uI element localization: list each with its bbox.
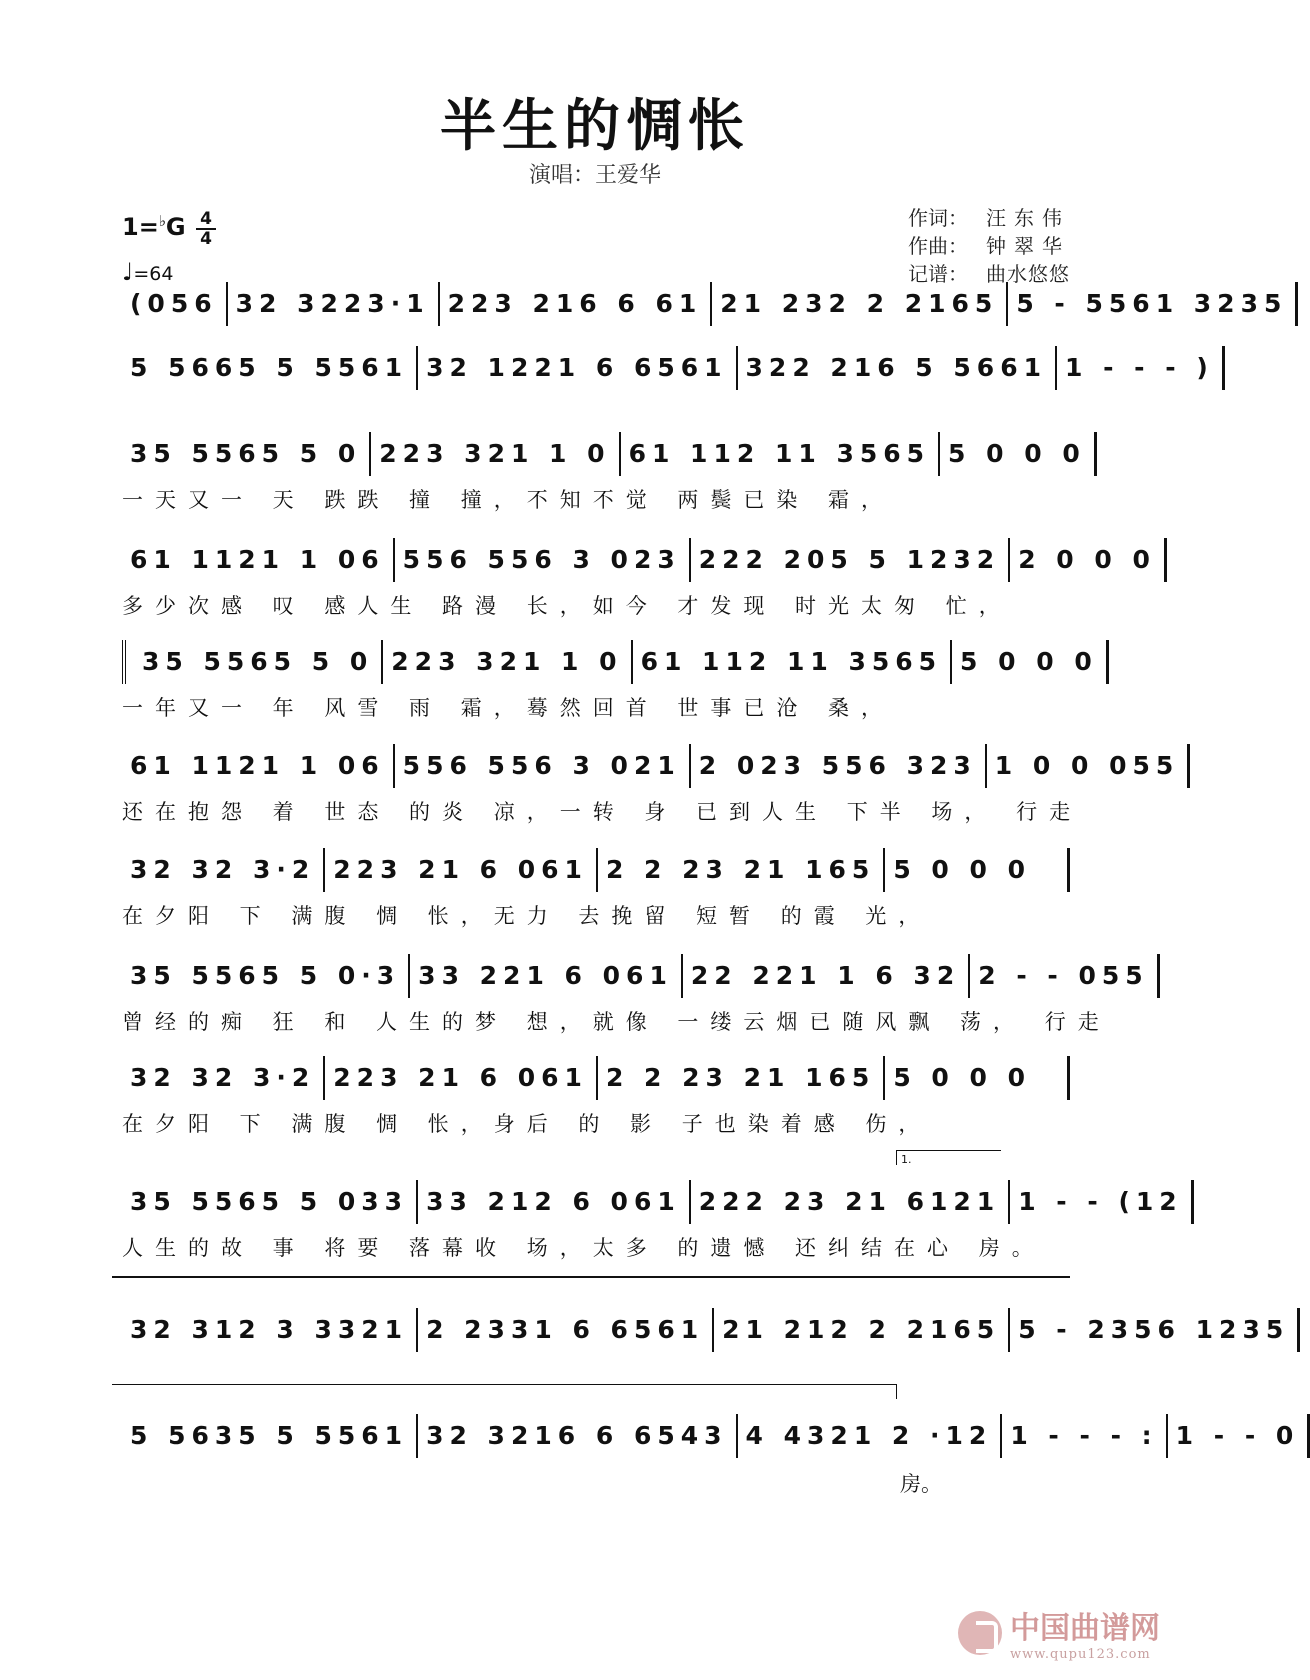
measure: 2 023 556 323 xyxy=(691,744,987,788)
measure: 21 212 2 2165 xyxy=(714,1308,1010,1352)
measure: 556 556 3 021 xyxy=(395,744,691,788)
lyric-line: 在夕阳 下 满腹 惆 怅，无力 去挽留 短暂 的霞 光， xyxy=(122,904,932,928)
lyric-line: 一年又一 年 风雪 雨 霜，蓦然回首 世事已沧 桑， xyxy=(122,696,895,720)
notation-row xyxy=(122,954,1149,998)
measure: 35 5565 5 0 xyxy=(122,432,371,476)
measure: 1 0 0 055 xyxy=(987,744,1190,788)
measure: 1 - - - : xyxy=(1002,1414,1167,1458)
score-system xyxy=(122,538,1156,618)
notation-row xyxy=(122,346,1214,390)
tempo-value: =64 xyxy=(133,263,174,285)
transcriber-name: 曲水悠悠 xyxy=(986,262,1070,286)
score-system xyxy=(122,744,1180,824)
score-system xyxy=(122,282,1288,346)
measure: 4 4321 2 ·12 xyxy=(738,1414,1003,1458)
measure: 223 321 1 0 xyxy=(371,432,620,476)
measure: 556 556 3 023 xyxy=(395,538,691,582)
measure: 1 - - (12 xyxy=(1010,1180,1193,1224)
composer-label: 作曲： xyxy=(908,234,968,258)
notation-row xyxy=(122,1056,1070,1100)
volta-end-bracket xyxy=(112,1384,897,1399)
measure: 223 21 6 061 xyxy=(325,848,598,892)
measure: 1 - - - ) xyxy=(1057,346,1225,390)
notation-row xyxy=(122,744,1180,788)
measure: 5 5665 5 5561 xyxy=(122,346,418,390)
measure: 5 - 2356 1235 xyxy=(1010,1308,1300,1352)
score-system xyxy=(122,1056,1070,1136)
score-system xyxy=(122,432,1086,512)
measure: 223 216 6 61 xyxy=(440,282,713,326)
singer-line: 演唱：王爱华 xyxy=(528,163,661,188)
measure: 5 0 0 0 xyxy=(885,1056,1070,1100)
measure: 5 - 5561 3235 xyxy=(1008,282,1298,326)
watermark-title: 中国曲谱网 xyxy=(1010,1611,1160,1646)
composer-row xyxy=(908,232,1070,260)
lyric-line: 曾经的痴 狂 和 人生的梦 想，就像 一缕云烟已随风飘 荡， 行走 xyxy=(122,1010,1111,1034)
measure: 2 2 23 21 165 xyxy=(598,848,885,892)
measure: 2 2 23 21 165 xyxy=(598,1056,885,1100)
watermark-url: www.qupu123.com xyxy=(1010,1647,1151,1662)
measure: 22 221 1 6 32 xyxy=(683,954,970,998)
qupu-logo-icon xyxy=(958,1611,1002,1655)
measure: 32 3223·1 xyxy=(228,282,440,326)
measure: 5 5635 5 5561 xyxy=(122,1414,418,1458)
measure: 322 216 5 5661 xyxy=(738,346,1057,390)
flat-accidental: ♭ xyxy=(158,212,166,230)
notation-row xyxy=(122,640,1098,684)
composer-name: 钟翠华 xyxy=(986,234,1070,258)
lyric-line: 多少次感 叹 感人生 路漫 长，如今 才发现 时光太匆 忙， xyxy=(122,594,1012,618)
measure: 2 0 0 0 xyxy=(1010,538,1167,582)
notation-row xyxy=(122,538,1156,582)
lyricist-label: 作词： xyxy=(908,206,968,230)
notation-row xyxy=(122,1180,1183,1224)
volta-label: 1. xyxy=(901,1153,912,1166)
credits-block xyxy=(908,204,1070,288)
measure: 32 32 3·2 xyxy=(122,848,325,892)
measure: 32 3216 6 6543 xyxy=(418,1414,737,1458)
measure: 35 5565 5 0·3 xyxy=(122,954,410,998)
notation-row xyxy=(122,432,1086,476)
measure: 32 312 3 3321 xyxy=(122,1308,418,1352)
measure: 32 32 3·2 xyxy=(122,1056,325,1100)
song-title: 半生的惆怅 xyxy=(440,93,750,159)
notation-row xyxy=(122,282,1288,326)
measure: 222 23 21 6121 xyxy=(691,1180,1010,1224)
measure: 5 0 0 0 xyxy=(952,640,1109,684)
notation-row xyxy=(122,848,1070,892)
lyricist-name: 汪东伟 xyxy=(986,206,1070,230)
key-note: G xyxy=(165,213,186,241)
watermark-text xyxy=(1010,1603,1160,1662)
lyricist-row xyxy=(908,204,1070,232)
measure: 223 321 1 0 xyxy=(383,640,632,684)
score-system xyxy=(122,848,1070,928)
lyric-line: 一天又一 天 跌跌 撞 撞，不知不觉 两鬓已染 霜， xyxy=(122,488,895,512)
measure: 33 221 6 061 xyxy=(410,954,683,998)
measure: 32 1221 6 6561 xyxy=(418,346,737,390)
measure: 35 5565 5 033 xyxy=(122,1180,418,1224)
quarter-note-icon: ♩ xyxy=(122,258,134,286)
watermark xyxy=(958,1603,1160,1662)
score-system xyxy=(122,954,1149,1034)
measure: 222 205 5 1232 xyxy=(691,538,1010,582)
coda-lyric: 房。 xyxy=(900,1472,942,1496)
score-system xyxy=(122,640,1098,720)
key-prefix: 1= xyxy=(122,213,159,241)
measure: 61 112 11 3565 xyxy=(621,432,940,476)
measure: 61 112 11 3565 xyxy=(633,640,952,684)
lyric-line: 还在抱怨 着 世态 的炎 凉，一转 身 已到人生 下半 场， 行走 xyxy=(122,800,1083,824)
measure: 35 5565 5 0 xyxy=(134,640,383,684)
key-signature xyxy=(122,212,186,241)
volta-line xyxy=(112,1276,1070,1278)
measure: 5 0 0 0 xyxy=(885,848,1070,892)
meter-bottom: 4 xyxy=(200,229,212,249)
lyric-line: 在夕阳 下 满腹 惆 怅，身后 的 影 子也染着感 伤， xyxy=(122,1112,932,1136)
measure: 33 212 6 061 xyxy=(418,1180,691,1224)
measure: 21 232 2 2165 xyxy=(712,282,1008,326)
measure: 223 21 6 061 xyxy=(325,1056,598,1100)
lyric-line: 人生的故 事 将要 落幕收 场，太多 的遗憾 还纠结在心 房。 xyxy=(122,1236,1045,1260)
volta-bracket xyxy=(896,1150,1001,1165)
meter-top: 4 xyxy=(196,210,216,230)
transcriber-label: 记谱： xyxy=(908,262,968,286)
score-system xyxy=(122,346,1214,410)
measure: 2 - - 055 xyxy=(970,954,1159,998)
measure: 2 2331 6 6561 xyxy=(418,1308,714,1352)
measure: 61 1121 1 06 xyxy=(122,538,395,582)
measure: (056 xyxy=(122,282,228,326)
notation-row xyxy=(122,1308,1290,1352)
notation-row xyxy=(122,1414,1300,1458)
measure: 61 1121 1 06 xyxy=(122,744,395,788)
time-signature xyxy=(196,210,216,248)
measure: 1 - - 0 xyxy=(1168,1414,1310,1458)
measure: 5 0 0 0 xyxy=(940,432,1097,476)
score-system xyxy=(122,1308,1290,1372)
score-system xyxy=(122,1180,1183,1260)
